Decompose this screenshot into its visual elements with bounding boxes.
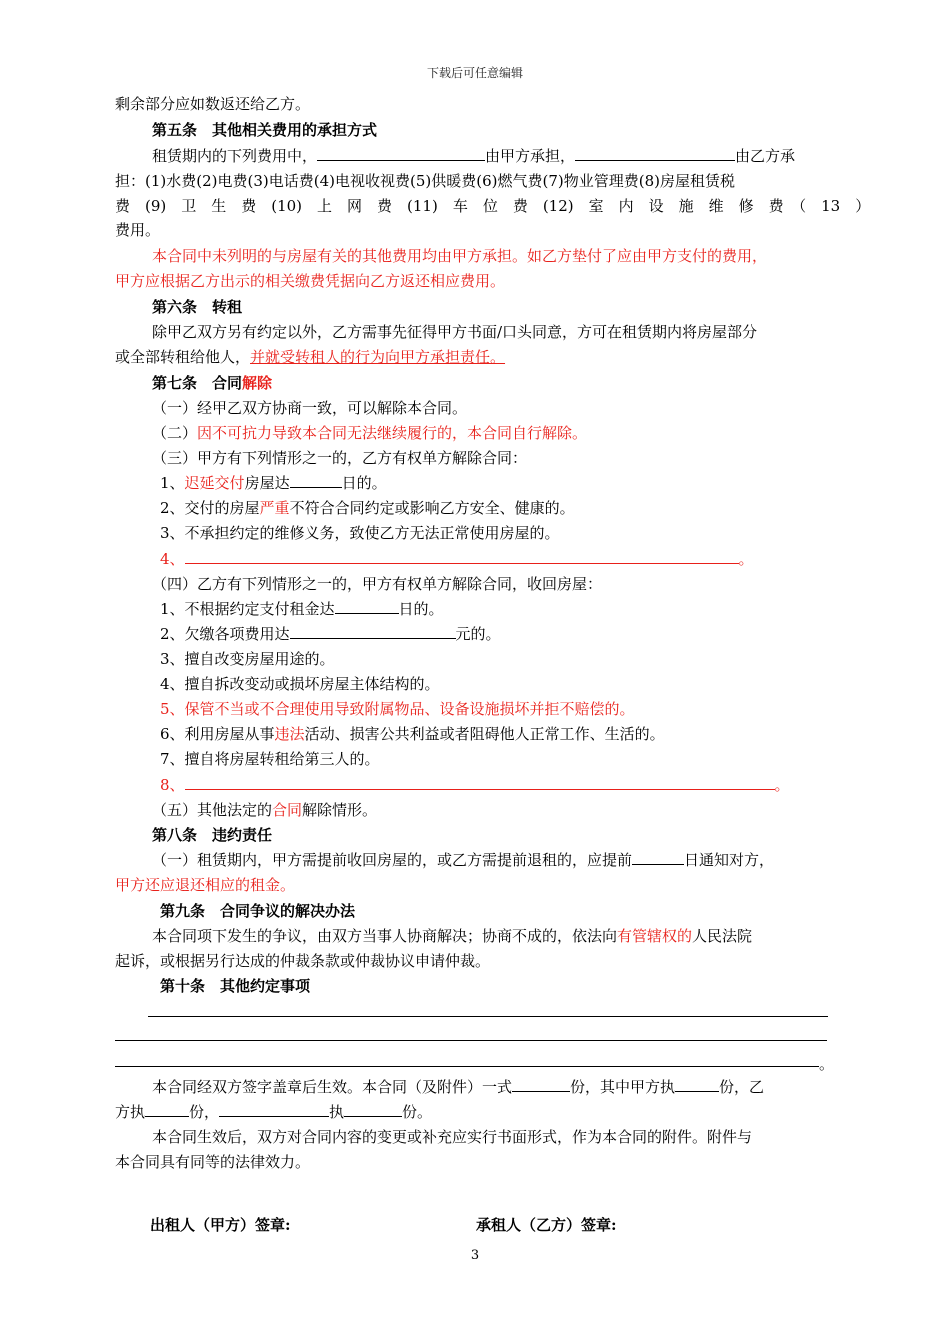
text-span: 执	[329, 1103, 345, 1121]
article-9-title: 第九条 合同争议的解决办法	[160, 902, 356, 920]
paragraph-line: 剩余部分应如数返还给乙方。	[115, 95, 311, 113]
text-span-red: 合同	[272, 801, 303, 819]
article-6-title: 第六条 转租	[152, 298, 243, 316]
article-5-red-line-2: 甲方应根据乙方出示的相关缴费凭据向乙方返还相应费用。	[115, 272, 506, 290]
article-9-line-2: 起诉，或根据另行达成的仲裁条款或仲裁协议申请仲裁。	[115, 952, 491, 970]
blank-field	[185, 549, 739, 564]
blank-rule	[148, 1016, 828, 1017]
clause-7-4-item-1	[160, 598, 444, 620]
blank-field	[512, 1077, 570, 1092]
clause-7-4-item-7: 7、擅自将房屋转租给第三人的。	[160, 750, 380, 768]
text-span: 解除情形。	[302, 801, 378, 819]
blank-rule	[115, 1066, 819, 1067]
text-span-red: 8、	[160, 776, 185, 794]
blank-field	[290, 624, 456, 639]
closing-line-4: 本合同具有同等的法律效力。	[115, 1153, 311, 1171]
text-span: 人民法院	[692, 927, 753, 945]
blank-field	[344, 1102, 402, 1117]
clause-7-5	[152, 799, 377, 821]
text-span: 2、交付的房屋	[160, 499, 260, 517]
page-number: 3	[470, 1248, 480, 1263]
text-span-red: 违法	[274, 725, 305, 743]
blank-field	[335, 599, 399, 614]
text-span: 日的。	[398, 600, 444, 618]
article-5-line-1	[152, 145, 795, 167]
lessee-signature-label: 承租人（乙方）签章:	[476, 1216, 617, 1234]
blank-field	[219, 1102, 329, 1117]
clause-7-3-item-1	[160, 472, 387, 494]
blank-rule	[115, 1040, 827, 1041]
text-span-red: 迟延交付	[184, 474, 245, 492]
article-6-line-2	[115, 346, 505, 368]
article-6-line-1: 除甲乙双方另有约定以外，乙方需事先征得甲方书面/口头同意，方可在租赁期内将房屋部分	[152, 323, 758, 341]
clause-7-1: （一）经甲乙双方协商一致，可以解除本合同。	[152, 399, 468, 417]
clause-7-4-item-6	[160, 723, 665, 745]
text-span: 本合同经双方签字盖章后生效。本合同（及附件）一式	[152, 1078, 513, 1096]
blank-field	[185, 775, 775, 790]
article-8-line-1	[152, 849, 774, 871]
text-span: 份，乙	[719, 1078, 765, 1096]
article-10-end: 。	[819, 1055, 835, 1073]
clause-7-4-item-3: 3、擅自改变房屋用途的。	[160, 650, 335, 668]
article-10-title: 第十条 其他约定事项	[160, 977, 311, 995]
blank-field	[632, 850, 684, 865]
text-span: 日的。	[341, 474, 387, 492]
blank-field	[145, 1102, 189, 1117]
closing-line-2	[115, 1101, 432, 1123]
article-5-title: 第五条 其他相关费用的承担方式	[152, 121, 378, 139]
blank-field	[675, 1077, 719, 1092]
text-span: （五）其他法定的	[152, 801, 273, 819]
text-span: 第七条 合同	[152, 374, 243, 392]
closing-line-1	[152, 1076, 764, 1098]
blank-field	[575, 146, 735, 161]
text-span: 份，	[189, 1103, 220, 1121]
text-span: 元的。	[455, 625, 501, 643]
article-5-red-line-1: 本合同中未列明的与房屋有关的其他费用均由甲方承担。如乙方垫付了应由甲方支付的费用，	[152, 247, 768, 265]
text-span-red: 解除	[242, 374, 273, 392]
text-span: 或全部转租给他人，	[115, 348, 251, 366]
article-5-line-4: 费用。	[115, 221, 161, 239]
clause-7-2	[152, 422, 587, 444]
text-span-red: 。	[774, 776, 790, 794]
text-span: 6、利用房屋从事	[160, 725, 275, 743]
clause-7-4: （四）乙方有下列情形之一的，甲方有权单方解除合同，收回房屋：	[152, 575, 603, 593]
lessor-signature-label: 出租人（甲方）签章:	[150, 1216, 291, 1234]
clause-7-3: （三）甲方有下列情形之一的，乙方有权单方解除合同：	[152, 449, 528, 467]
clause-7-4-item-2	[160, 623, 501, 645]
blank-field	[290, 473, 342, 488]
clause-7-3-item-2	[160, 497, 575, 519]
text-span: （一）租赁期内，甲方需提前收回房屋的，或乙方需提前退租的，应提前	[152, 851, 633, 869]
article-7-title	[152, 372, 272, 394]
article-8-title: 第八条 违约责任	[152, 826, 273, 844]
article-8-line-2: 甲方还应退还相应的租金。	[115, 876, 296, 894]
blank-field	[317, 146, 485, 161]
text-span: 1、	[160, 474, 185, 492]
text-span: 1、不根据约定支付租金达	[160, 600, 335, 618]
clause-7-3-item-3: 3、不承担约定的维修义务，致使乙方无法正常使用房屋的。	[160, 524, 560, 542]
text-span: 由甲方承担，	[485, 147, 576, 165]
text-span: 不符合合同约定或影响乙方安全、健康的。	[289, 499, 575, 517]
article-5-line-3: 费 (9) 卫 生 费 (10) 上 网 费 (11) 车 位 费 (12) 室 内 设 施 维 修 费 （ 13 ）	[115, 197, 871, 215]
text-span: 份，其中甲方执	[570, 1078, 676, 1096]
page-header: 下载后可任意编辑	[426, 66, 523, 80]
text-span: 方执	[115, 1103, 146, 1121]
clause-7-4-item-5: 5、保管不当或不合理使用导致附属物品、设备设施损坏并拒不赔偿的。	[160, 700, 635, 718]
text-span-red: 因不可抗力导致本合同无法继续履行的，本合同自行解除。	[197, 424, 588, 442]
text-span: （二）	[152, 424, 198, 442]
article-9-line-1	[152, 925, 752, 947]
clause-7-4-item-4: 4、擅自拆改变动或损坏房屋主体结构的。	[160, 675, 440, 693]
text-span: 2、欠缴各项费用达	[160, 625, 290, 643]
text-span: 日通知对方，	[684, 851, 775, 869]
text-span: 活动、损害公共利益或者阻碍他人正常工作、生活的。	[304, 725, 665, 743]
clause-7-4-item-8	[160, 774, 790, 796]
text-span: 租赁期内的下列费用中，	[152, 147, 318, 165]
text-span-red: 4、	[160, 550, 185, 568]
text-span: 本合同项下发生的争议，由双方当事人协商解决；协商不成的，依法向	[152, 927, 618, 945]
text-span-red: 严重	[259, 499, 290, 517]
text-span: 由乙方承	[735, 147, 796, 165]
text-span: 份。	[402, 1103, 433, 1121]
text-span-red: 。	[738, 550, 754, 568]
text-span-red-underlined: 并就受转租人的行为向甲方承担责任。	[250, 348, 506, 366]
clause-7-3-item-4	[160, 548, 754, 570]
text-span-red: 有管辖权的	[617, 927, 693, 945]
text-span: 房屋达	[244, 474, 290, 492]
article-5-line-2: 担：(1)水费(2)电费(3)电话费(4)电视收视费(5)供暖费(6)燃气费(7)物业管理费(8)房屋租赁税	[115, 172, 735, 190]
closing-line-3: 本合同生效后，双方对合同内容的变更或补充应实行书面形式，作为本合同的附件。附件与	[152, 1128, 753, 1146]
